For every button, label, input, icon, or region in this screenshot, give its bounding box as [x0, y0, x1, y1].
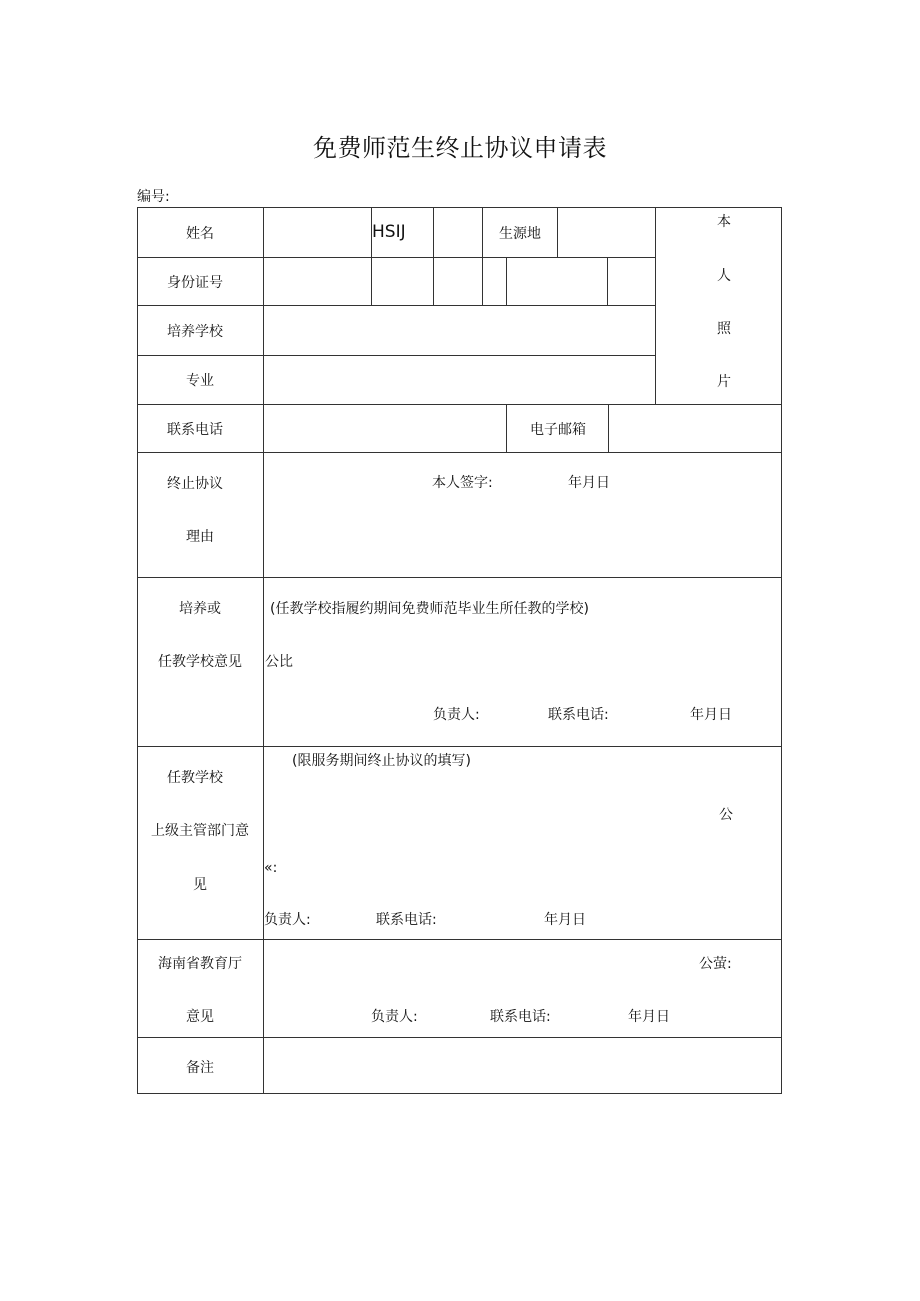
- supervisor-mark-text: «:: [264, 860, 278, 876]
- phone-label: 联系电话: [167, 422, 223, 438]
- reason-label-line2: 理由: [186, 529, 214, 545]
- supervisor-person-label: 负责人:: [264, 912, 311, 928]
- supervisor-label-line3: 见: [193, 877, 207, 893]
- photo-char-1: 本: [717, 214, 731, 230]
- name-label: 姓名: [186, 226, 214, 242]
- supervisor-stamp-text: 公: [719, 807, 733, 823]
- form-title: 免费师范生终止协议申请表: [313, 134, 607, 162]
- school-opinion-phone-label: 联系电话:: [548, 707, 609, 723]
- photo-char-3: 照: [717, 321, 731, 337]
- school-opinion-label-line2: 任教学校意见: [158, 654, 242, 670]
- education-dept-label-line1: 海南省教育厅: [158, 956, 242, 972]
- school-opinion-label-line1: 培养或: [179, 601, 221, 617]
- photo-char-2: 人: [717, 268, 731, 284]
- id-number-label: 身份证号: [167, 275, 223, 291]
- school-opinion-stamp-text: 公比: [265, 654, 293, 670]
- reason-label-line1: 终止协议: [167, 476, 223, 492]
- supervisor-phone-label: 联系电话:: [376, 912, 437, 928]
- supervisor-label-line1: 任教学校: [167, 770, 223, 786]
- school-opinion-date-label: 年月日: [690, 707, 732, 723]
- education-dept-stamp-text: 公萤:: [699, 956, 732, 972]
- origin-label: 生源地: [499, 226, 541, 242]
- education-dept-date-label: 年月日: [628, 1009, 670, 1025]
- school-opinion-note: (任教学校指履约期间免费师范毕业生所任教的学校): [270, 601, 589, 617]
- signature-label: 本人签字:: [432, 475, 493, 491]
- supervisor-date-label: 年月日: [544, 912, 586, 928]
- supervisor-label-line2: 上级主管部门意: [151, 823, 249, 839]
- school-opinion-person-label: 负责人:: [433, 707, 480, 723]
- major-label: 专业: [186, 373, 214, 389]
- education-dept-person-label: 负责人:: [371, 1009, 418, 1025]
- photo-char-4: 片: [717, 374, 731, 390]
- email-label: 电子邮箱: [530, 422, 586, 438]
- education-dept-phone-label: 联系电话:: [490, 1009, 551, 1025]
- name-stray-text: HSIJ: [372, 222, 406, 242]
- supervisor-note: (限服务期间终止协议的填写): [292, 753, 471, 769]
- serial-number-label: 编号:: [137, 189, 170, 205]
- school-label: 培养学校: [167, 324, 223, 340]
- education-dept-label-line2: 意见: [186, 1009, 214, 1025]
- remarks-label: 备注: [186, 1060, 214, 1076]
- reason-date-label: 年月日: [568, 475, 610, 491]
